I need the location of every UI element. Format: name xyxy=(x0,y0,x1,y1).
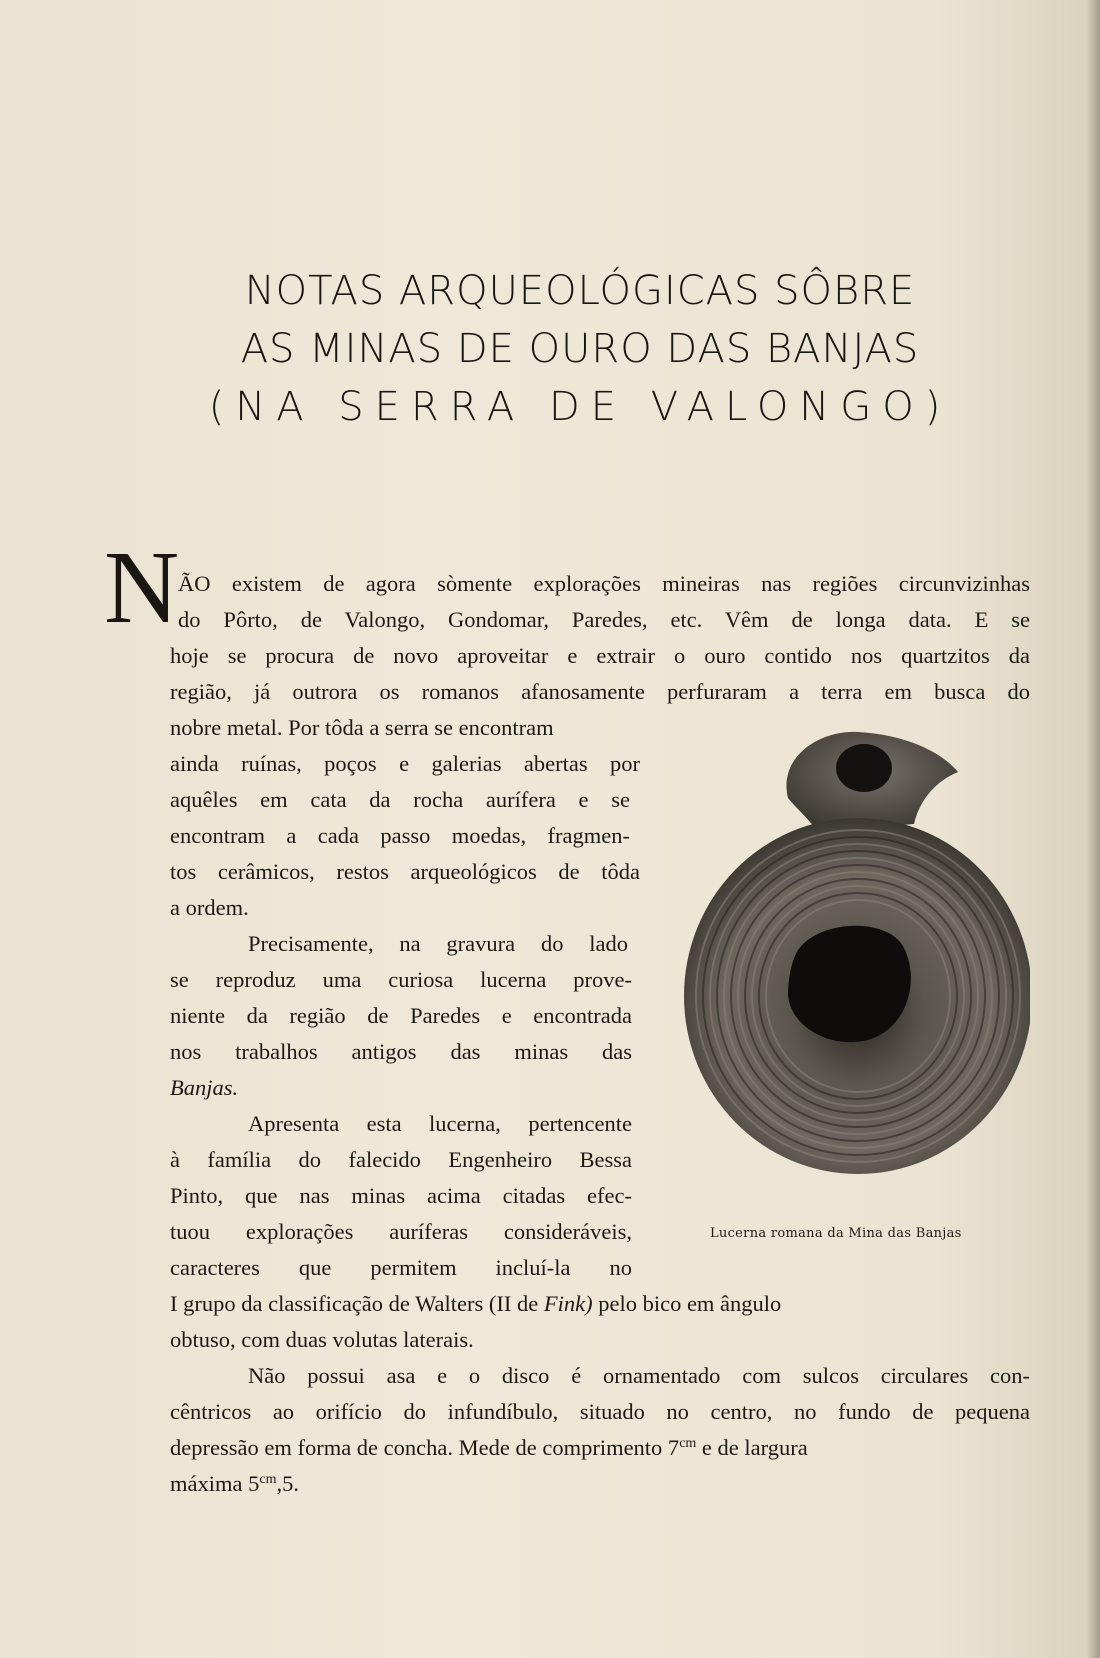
p3-line-6-c: pelo bico em ângulo xyxy=(592,1291,782,1316)
p2-line-2: se reproduz uma curiosa lucerna prove- xyxy=(170,967,632,992)
p1-line-6: ainda ruínas, poços e galerias abertas por xyxy=(170,751,640,776)
cm-superscript: cm xyxy=(259,1472,277,1487)
p1-line-8: encontram a cada passo moedas, fragmen- xyxy=(170,823,630,848)
title-line-3: (NA SERRA DE VALONGO) xyxy=(208,384,952,430)
p1-line-4: região, já outrora os romanos afanosamente perfuraram a terra em busca do xyxy=(170,679,1030,704)
banjas-italic: Banjas. xyxy=(170,1075,239,1100)
p3-line-6-a: I grupo da classificação de Walters (II de xyxy=(170,1291,544,1316)
figure-caption: Lucerna romana da Mina das Banjas xyxy=(710,1226,962,1241)
cm-superscript: cm xyxy=(679,1436,697,1451)
p4-line-3 xyxy=(170,1430,1030,1466)
p1-line-7: aquêles em cata da rocha aurífera e se xyxy=(170,787,630,812)
wick-hole xyxy=(836,744,892,792)
p3-line-2: à família do falecido Engenheiro Bessa xyxy=(170,1147,632,1172)
p3-line-6 xyxy=(170,1286,1030,1322)
p1-line-1: ÃO existem de agora sòmente explorações mineiras nas regiões circunvizinhas xyxy=(178,571,1030,596)
p1-line-9: tos cerâmicos, restos arqueológicos de tôda xyxy=(170,859,640,884)
p2-line-1: Precisamente, na gravura do lado xyxy=(248,931,628,956)
filling-hole xyxy=(788,926,911,1042)
p4-line-2: cêntricos ao orifício do infundíbulo, situado no centro, no fundo de pequena xyxy=(170,1399,1030,1424)
lamp-photograph xyxy=(668,728,1030,1212)
p1-line-2: do Pôrto, de Valongo, Gondomar, Paredes, etc. Vêm de longa data. E se xyxy=(178,607,1030,632)
fink-italic: Fink) xyxy=(543,1291,593,1316)
p4-line-3-b: e de largura xyxy=(696,1435,808,1460)
title-line-1: NOTAS ARQUEOLÓGICAS SÔBRE xyxy=(244,268,916,314)
page-edge-shadow xyxy=(1086,0,1100,1658)
p3-line-7: obtuso, com duas volutas laterais. xyxy=(170,1327,474,1352)
p2-line-4: nos trabalhos antigos das minas das xyxy=(170,1039,632,1064)
p1-line-5: nobre metal. Por tôda a serra se encontram xyxy=(170,715,554,740)
p2-line-3: niente da região de Paredes e encontrada xyxy=(170,1003,632,1028)
p3-line-4: tuou explorações auríferas consideráveis, xyxy=(170,1219,632,1244)
p3-line-3: Pinto, que nas minas acima citadas efec- xyxy=(170,1183,632,1208)
article-title xyxy=(200,262,960,436)
p1-line-3: hoje se procura de novo aproveitar e extrair o ouro contido nos quartzitos da xyxy=(170,643,1030,668)
title-line-2: AS MINAS DE OURO DAS BANJAS xyxy=(240,326,920,372)
p3-line-5: caracteres que permitem incluí-la no xyxy=(170,1255,632,1280)
p4-line-4-a: máxima 5 xyxy=(170,1471,260,1496)
drop-cap: N xyxy=(104,530,180,645)
p4-line-4-b: ,5. xyxy=(276,1471,299,1496)
roman-oil-lamp-image xyxy=(668,728,1030,1212)
p1-line-10: a ordem. xyxy=(170,895,249,920)
p4-line-3-a: depressão em forma de concha. Mede de comprimento 7 xyxy=(170,1435,680,1460)
p4-line-4 xyxy=(170,1466,1030,1502)
p4-line-1: Não possui asa e o disco é ornamentado com sulcos circulares con- xyxy=(248,1363,1030,1388)
p3-line-1: Apresenta esta lucerna, pertencente xyxy=(248,1111,632,1136)
